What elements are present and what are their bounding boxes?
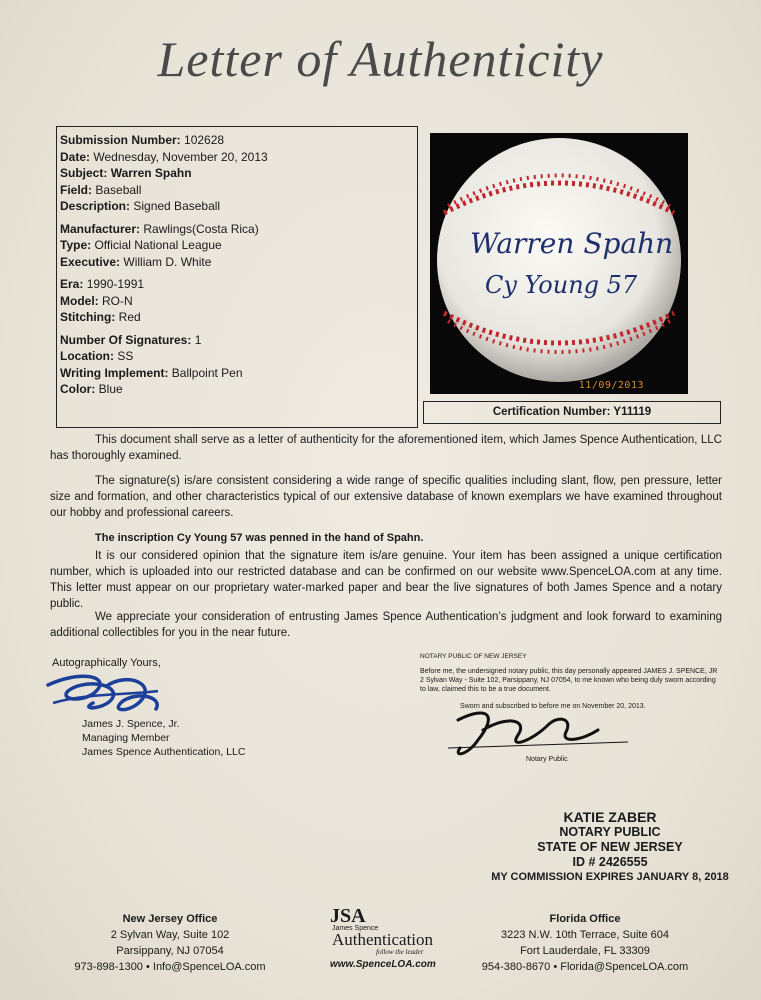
signer-company: James Spence Authentication, LLC [82,746,246,758]
fl-address-2: Fort Lauderdale, FL 33309 [520,945,650,957]
detail-location: Location: SS [60,349,134,363]
detail-color: Color: Blue [60,382,123,396]
stamp-line3: STATE OF NEW JERSEY [537,840,683,854]
notary-text: Before me, the undersigned notary public, this day personally appeared JAMES J. SPENCE, JR 2 Sylvan Way - Suite 102, Parsippany, NJ 07054, to me known who being duly sworn according to law, claimed this to be a true document. [420,668,718,693]
notary-heading: NOTARY PUBLIC OF NEW JERSEY [420,653,527,660]
paragraph-examination: The signature(s) is/are consistent considering a wide range of specific qualities including slant, flow, pen pressure, letter size and formation, and other characteristics typical of our extensive database of known exemplars we have examined throughout our hobby and professional careers. [50,475,722,519]
detail-field: Field: Baseball [60,182,142,197]
fl-address-1: 3223 N.W. 10th Terrace, Suite 604 [501,929,669,941]
notary-sworn: Sworn and subscribed to before me on November 20, 2013. [460,703,646,710]
detail-subject: Subject: Warren Spahn [60,166,192,180]
logo-website: www.SpenceLOA.com [330,959,436,970]
signer-role: Managing Member [82,732,170,744]
stamp-line2: NOTARY PUBLIC [559,825,661,839]
detail-submission: Submission Number: 102628 [60,133,225,147]
detail-description: Description: Signed Baseball [60,199,221,213]
detail-manufacturer: Manufacturer: Rawlings(Costa Rica) [60,221,259,236]
spence-signature-block [52,657,161,669]
notary-stamp [490,810,730,885]
notary-signature-block [438,700,638,775]
detail-date: Date: Wednesday, November 20, 2013 [60,149,268,164]
detail-era: Era: 1990-1991 [60,277,145,291]
inscription-cy-young: Cy Young 57 [485,271,638,299]
logo-authentication: Authentication [332,930,434,949]
footer-fl-office [455,911,715,975]
paragraph-intro: This document shall serve as a letter of authenticity for the aforementioned item, which James Spence Authentication, LLC has thoroughly examined. [50,434,722,462]
footer-nj-office [70,911,270,975]
logo-tagline: follow the leader [376,948,424,956]
signer-info [82,717,245,759]
spence-signature-icon [38,663,168,723]
paragraph-opinion: It is our considered opinion that the signature item is/are genuine. Your item has been assigned a unique certification number, which is uploaded into our restricted database and can be confirmed on our website www.SpenceLOA.com at any time. This letter must appear on our proprietary water-marked paper and bear the live signatures of both James Spence and a notary public. [50,550,722,610]
fl-office-heading: Florida Office [549,913,621,925]
signature-warren-spahn: Warren Spahn [470,227,674,260]
detail-type: Type: Official National League [60,238,222,252]
jsa-logo [318,905,438,971]
nj-contact: 973-898-1300 • Info@SpenceLOA.com [74,961,266,973]
stamp-expires: MY COMMISSION EXPIRES JANUARY 8, 2018 [491,871,729,883]
detail-writing-implement: Writing Implement: Ballpoint Pen [60,365,243,380]
closing-text: Autographically Yours, [52,657,161,669]
baseball-photo [430,133,688,394]
photo-date-stamp: 11/09/2013 [578,380,644,391]
detail-model: Model: RO-N [60,293,133,308]
detail-stitching: Stitching: Red [60,310,141,324]
stamp-name: KATIE ZABER [563,809,657,825]
inscription-statement: The inscription Cy Young 57 was penned in the hand of Spahn. [95,532,424,544]
paragraph-appreciation: We appreciate your consideration of entrusting James Spence Authentication’s judgment and look forward to examining additional collectibles for you in the near future. [50,611,722,639]
certification-number-box: Certification Number: Y11119 [423,401,721,424]
notary-sig-label: Notary Public [526,756,568,763]
item-details-box [56,126,418,428]
nj-office-heading: New Jersey Office [122,913,218,925]
detail-executive: Executive: William D. White [60,254,212,269]
logo-jsa: JSA [330,905,366,927]
signer-name: James J. Spence, Jr. [82,718,180,730]
logo-james-spence: James Spence [332,925,379,932]
fl-contact: 954-380-8670 • Florida@SpenceLOA.com [481,961,689,973]
page-title: Letter of Authenticity [157,31,604,87]
stamp-id: ID # 2426555 [572,855,648,869]
signed-baseball-image [430,133,688,394]
nj-address-1: 2 Sylvan Way, Suite 102 [110,929,230,941]
nj-address-2: Parsippany, NJ 07054 [116,945,224,957]
detail-signatures: Number Of Signatures: 1 [60,332,202,347]
